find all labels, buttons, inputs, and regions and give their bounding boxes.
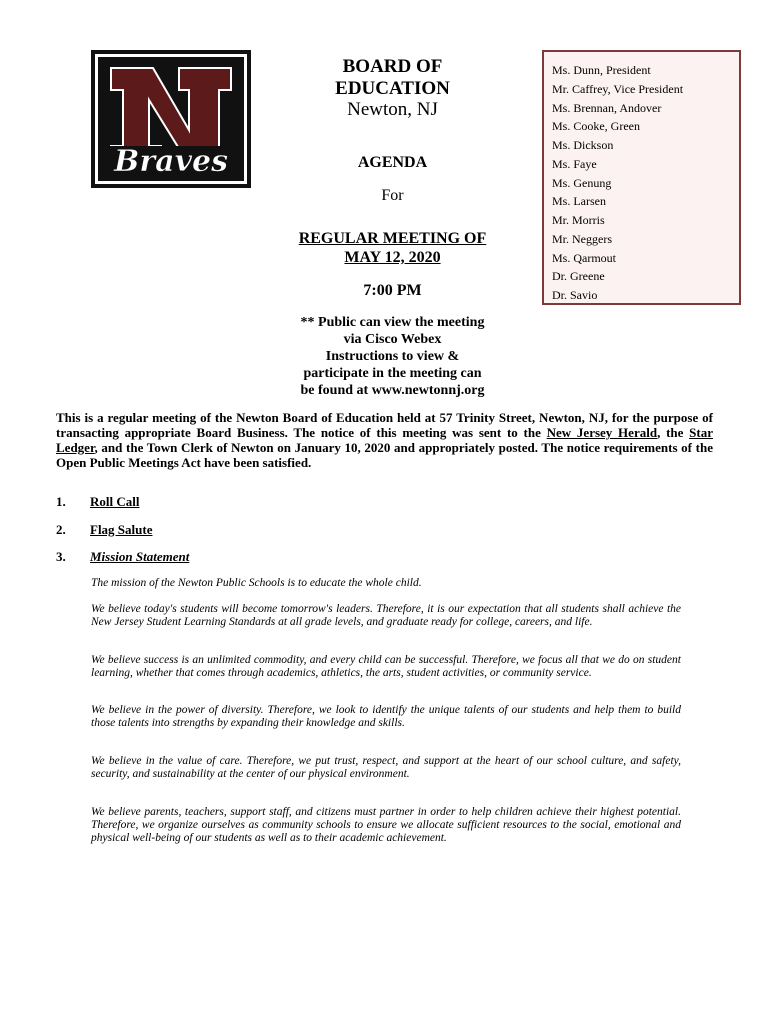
mission-paragraph: We believe in the power of diversity. Therefore, we look to identify the unique talents of our students and help them to build those talents into strengths by expanding their knowledge and skills. xyxy=(91,704,681,729)
meeting-time: 7:00 PM xyxy=(363,282,422,299)
meeting-date: MAY 12, 2020 xyxy=(344,249,441,266)
board-member: Dr. Greene xyxy=(552,269,605,284)
mission-paragraph: We believe parents, teachers, support staff, and citizens must partner in order to help children achieve their highest potential. Therefore, we organize ourselves as community schools to ensure we allocate sufficient resources to the social, emotional and physical well-being of our students as well as to their academic achievement. xyxy=(91,806,681,844)
board-member: Ms. Genung xyxy=(552,175,612,190)
logo-script-text: Braves xyxy=(113,144,229,179)
mission-paragraph: We believe today's students will become tomorrow's leaders. Therefore, it is our expectation that all students shall achieve the New Jersey Student Learning Standards at all grade levels, and graduate ready for college, careers, and life. xyxy=(91,603,681,628)
board-member: Ms. Brennan, Andover xyxy=(552,100,662,115)
newton-braves-logo xyxy=(91,50,251,188)
board-member: Ms. Cooke, Green xyxy=(552,119,640,134)
item-label: Flag Salute xyxy=(90,522,153,537)
public-notice-line: ** Public can view the meeting xyxy=(300,315,485,330)
board-member: Mr. Morris xyxy=(552,213,605,227)
board-member: Ms. Dickson xyxy=(552,138,614,152)
board-member: Mr. Neggers xyxy=(552,231,612,246)
mission-paragraph: We believe success is an unlimited commodity, and every child can be successful. Therefore, we focus all that we do on student learning, whether that comes through academics, athletics, the arts, student activities, or community service. xyxy=(91,654,681,679)
meeting-notice-paragraph xyxy=(56,410,713,470)
agenda-heading: AGENDA xyxy=(357,154,428,171)
for-label: For xyxy=(381,187,404,204)
board-member: Ms. Dunn, President xyxy=(552,63,651,77)
board-member: Mr. Caffrey, Vice President xyxy=(552,81,684,96)
ledger-name: Star Ledger xyxy=(56,425,713,455)
board-members-box xyxy=(542,50,741,305)
notice-text: , the xyxy=(657,425,690,440)
agenda-item-mission-statement xyxy=(56,549,189,565)
mission-paragraph: The mission of the Newton Public Schools is to educate the whole child. xyxy=(91,577,422,589)
item-label: Roll Call xyxy=(90,494,140,509)
board-member: Dr. Savio xyxy=(552,288,598,302)
item-label: Mission Statement xyxy=(90,549,190,564)
public-notice-line: Instructions to view & xyxy=(325,349,460,364)
board-member: Ms. Faye xyxy=(552,156,597,171)
board-title-line1: BOARD OF xyxy=(342,56,443,77)
notice-text: , and the Town Clerk of Newton on January 10, 2020 and appropriately posted. The notice requirements of the Open Public Meetings Act have been satisfied. xyxy=(56,440,713,470)
board-member: Ms. Larsen xyxy=(552,194,606,209)
board-member: Ms. Qarmout xyxy=(552,250,616,265)
item-number: 1. xyxy=(56,494,66,509)
board-location: Newton, NJ xyxy=(347,99,438,120)
public-notice-line: be found at www.newtonnj.org xyxy=(300,383,485,398)
board-title-line2: EDUCATION xyxy=(335,78,450,99)
public-notice-line: participate in the meeting can xyxy=(303,366,482,381)
public-notice-line: via Cisco Webex xyxy=(343,332,442,347)
agenda-item-flag-salute xyxy=(56,522,152,538)
meeting-title-line1: REGULAR MEETING OF xyxy=(298,230,487,247)
notice-text: This is a regular meeting of the Newton Board of Education held at 57 Trinity Street, Newton, NJ, for the purpose of transacting appropriate Board Business. The notice of this meeting was sent to the xyxy=(56,410,713,440)
item-number: 3. xyxy=(56,549,66,564)
herald-name: New Jersey Herald xyxy=(546,425,658,440)
public-notice xyxy=(240,314,545,399)
agenda-item-roll-call xyxy=(56,494,139,510)
mission-paragraph: We believe in the value of care. Therefore, we put trust, respect, and support at the heart of our school culture, and safety, security, and sustainability at the center of our physical environment. xyxy=(91,755,681,780)
item-number: 2. xyxy=(56,522,66,537)
